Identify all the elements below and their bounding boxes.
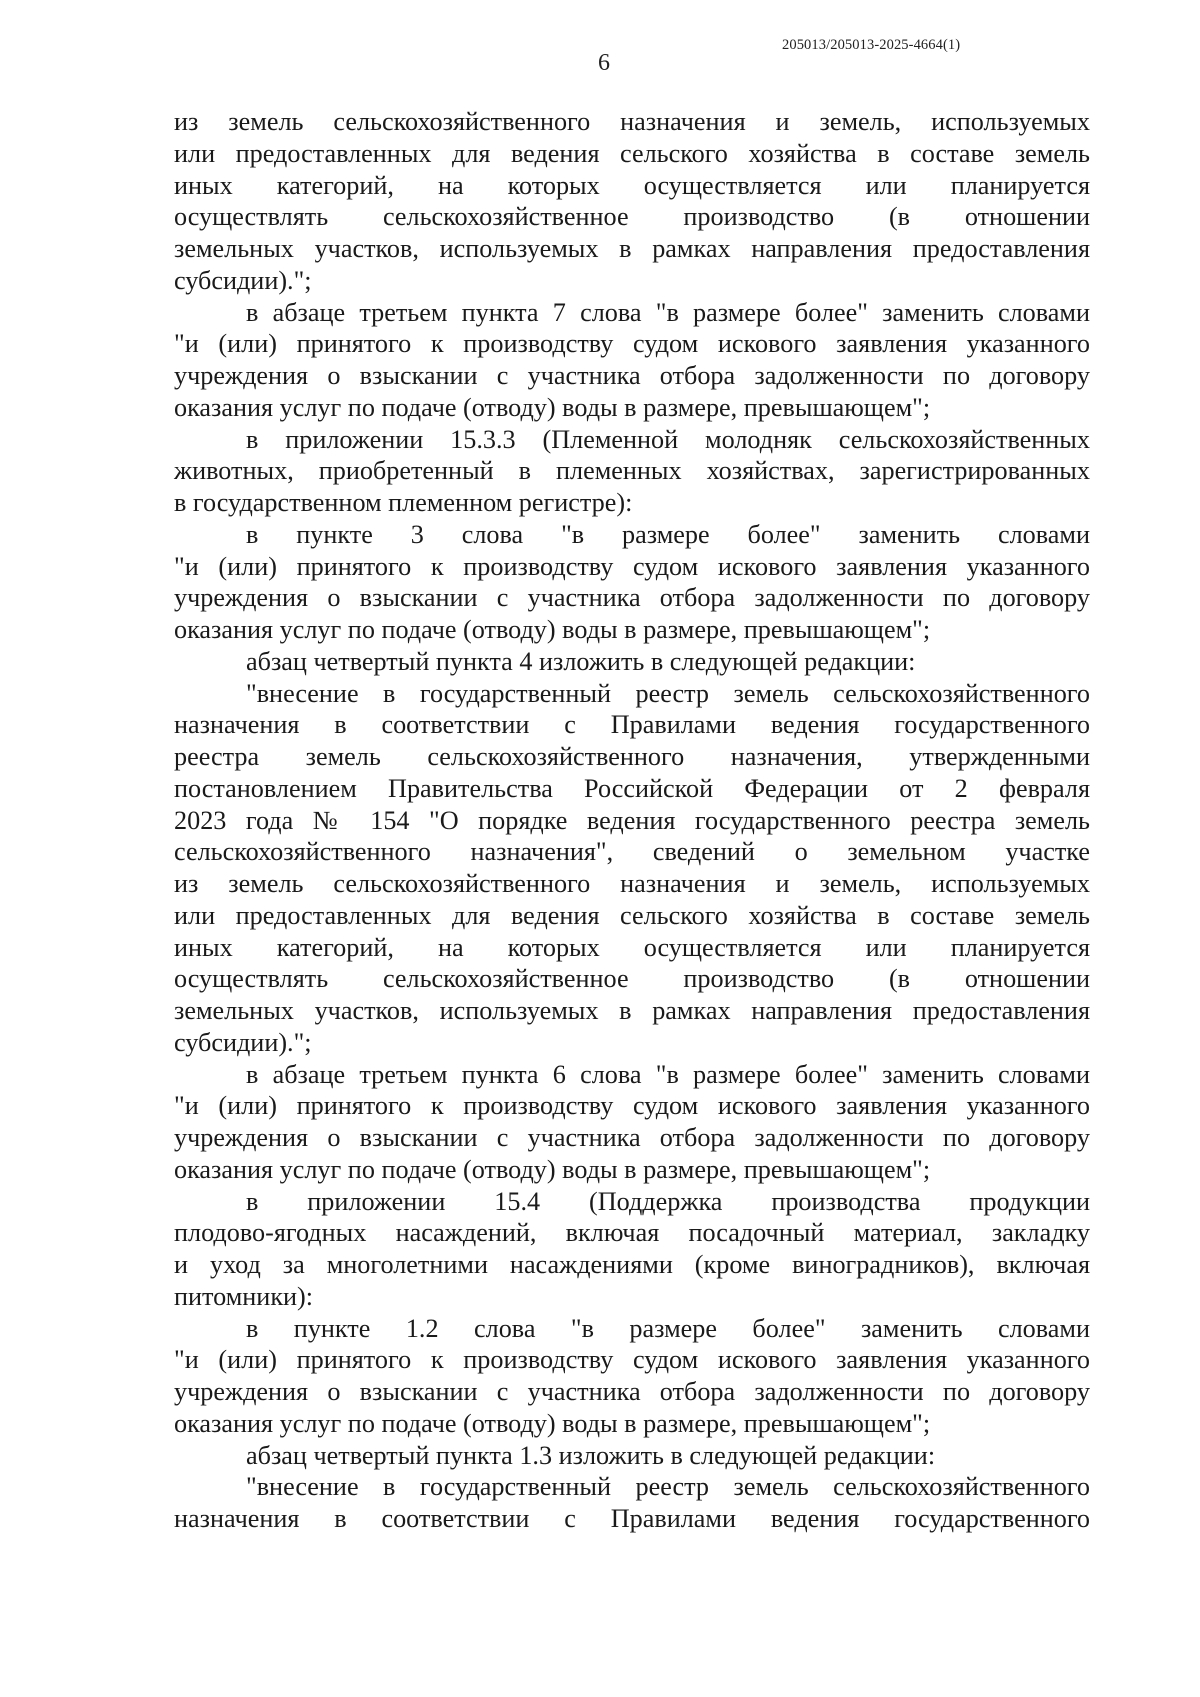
text-line: в приложении 15.3.3 (Племенной молодняк сельскохозяйственных: [246, 424, 1090, 454]
document-registration-number: 205013/205013-2025-4664(1): [782, 37, 961, 53]
text-line: 2023 года № 154 "О порядке ведения государственного реестра земель: [174, 805, 1090, 835]
text-line: или предоставленных для ведения сельского хозяйства в составе земель: [174, 900, 1090, 930]
text-line: в приложении 15.4 (Поддержка производства продукции: [246, 1186, 1090, 1216]
text-line: сельскохозяйственного назначения", сведений о земельном участке: [174, 837, 1090, 867]
text-line: назначения в соответствии с Правилами ведения государственного: [174, 1504, 1090, 1533]
text-line: "и (или) принятого к производству судом искового заявления указанного: [174, 1345, 1090, 1375]
text-line: земельных участков, используемых в рамках направления предоставления: [174, 996, 1090, 1025]
text-line: учреждения о взыскании с участника отбора задолженности по договору: [174, 361, 1090, 390]
text-line: реестра земель сельскохозяйственного назначения, утвержденными: [174, 742, 1090, 771]
text-line: в пункте 3 слова "в размере более" заменить словами: [246, 519, 1090, 549]
text-line: субсидии).";: [174, 265, 312, 295]
text-line: из земель сельскохозяйственного назначения и земель, используемых: [174, 107, 1090, 136]
text-line: "и (или) принятого к производству судом искового заявления указанного: [174, 329, 1090, 359]
text-line: в абзаце третьем пункта 6 слова "в размере более" заменить словами: [246, 1059, 1090, 1089]
text-line: плодово-ягодных насаждений, включая посадочный материал, закладку: [174, 1218, 1090, 1248]
text-line: постановлением Правительства Российской Федерации от 2 февраля: [174, 773, 1090, 803]
text-line: земельных участков, используемых в рамках направления предоставления: [174, 234, 1090, 263]
text-line: "внесение в государственный реестр земель сельскохозяйственного: [246, 678, 1090, 708]
text-line: осуществлять сельскохозяйственное производство (в отношении: [174, 964, 1090, 994]
text-line: в государственном племенном регистре):: [174, 488, 633, 517]
text-line: назначения в соответствии с Правилами ведения государственного: [174, 710, 1090, 740]
text-line: питомники):: [174, 1281, 314, 1311]
text-line: иных категорий, на которых осуществляется или планируется: [174, 932, 1090, 962]
text-line: учреждения о взыскании с участника отбора задолженности по договору: [174, 1377, 1090, 1406]
text-line: оказания услуг по подаче (отводу) воды в размере, превышающем";: [174, 1154, 931, 1184]
text-line: из земель сельскохозяйственного назначения и земель, используемых: [174, 869, 1090, 898]
text-line: оказания услуг по подаче (отводу) воды в размере, превышающем";: [174, 615, 931, 644]
text-line: субсидии).";: [174, 1027, 312, 1057]
text-line: в пункте 1.2 слова "в размере более" заменить словами: [246, 1313, 1090, 1343]
text-line: животных, приобретенный в племенных хозяйствах, зарегистрированных: [174, 456, 1090, 486]
page-number: 6: [598, 50, 610, 76]
text-line: и уход за многолетними насаждениями (кроме виноградников), включая: [174, 1250, 1090, 1279]
text-line: осуществлять сельскохозяйственное производство (в отношении: [174, 202, 1090, 232]
text-line: или предоставленных для ведения сельского хозяйства в составе земель: [174, 138, 1090, 168]
text-line: "внесение в государственный реестр земель сельскохозяйственного: [246, 1472, 1090, 1502]
text-line: в абзаце третьем пункта 7 слова "в размере более" заменить словами: [246, 297, 1090, 327]
text-line: учреждения о взыскании с участника отбора задолженности по договору: [174, 1123, 1090, 1152]
text-line: иных категорий, на которых осуществляется или планируется: [174, 170, 1090, 200]
document-body-text: [174, 106, 1090, 1535]
text-line: оказания услуг по подаче (отводу) воды в размере, превышающем";: [174, 1408, 931, 1438]
text-line: абзац четвертый пункта 1.3 изложить в следующей редакции:: [246, 1440, 936, 1470]
text-line: оказания услуг по подаче (отводу) воды в размере, превышающем";: [174, 392, 931, 422]
text-line: абзац четвертый пункта 4 изложить в следующей редакции:: [246, 646, 916, 676]
text-line: учреждения о взыскании с участника отбора задолженности по договору: [174, 583, 1090, 613]
text-line: "и (или) принятого к производству судом искового заявления указанного: [174, 551, 1090, 581]
text-line: "и (или) принятого к производству судом искового заявления указанного: [174, 1091, 1090, 1121]
